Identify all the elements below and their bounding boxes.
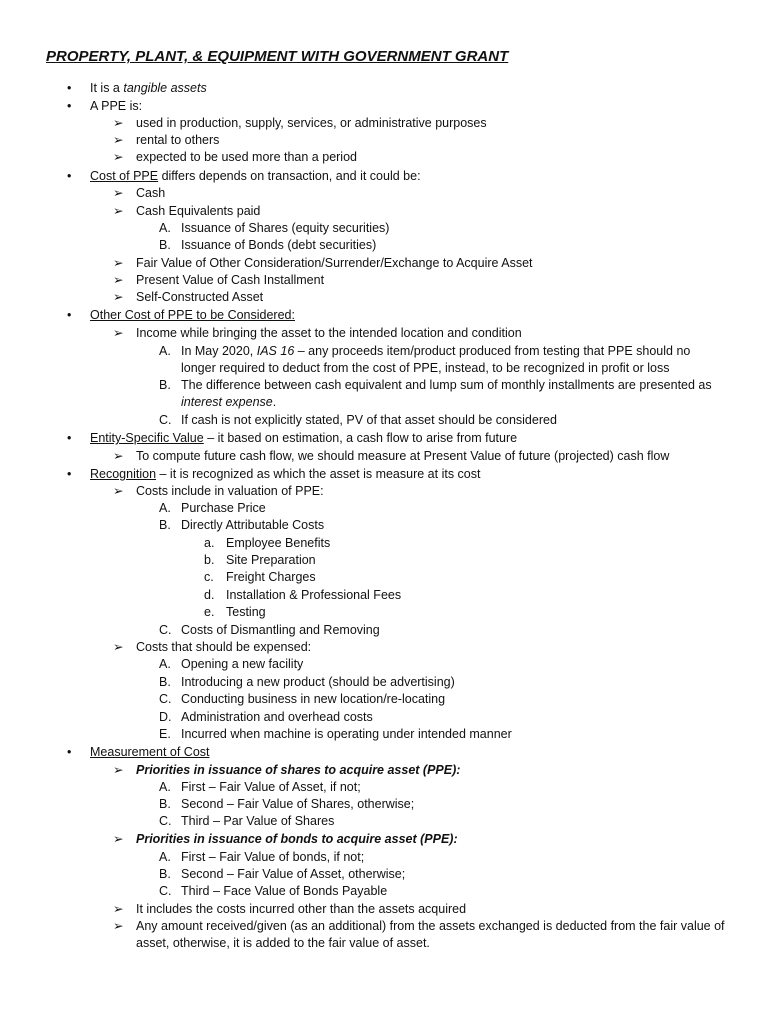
list-letter: d. xyxy=(204,588,215,602)
list-letter: B. xyxy=(159,675,171,689)
list-item: Self-Constructed Asset xyxy=(136,290,264,304)
section-heading: Measurement of Cost xyxy=(90,745,210,759)
list-letter: c. xyxy=(204,570,214,584)
list-item: Issuance of Bonds (debt securities) xyxy=(181,238,377,252)
list-item-interest xyxy=(181,377,729,411)
list-item: Directly Attributable Costs xyxy=(181,518,325,532)
list-item: Freight Charges xyxy=(226,570,316,584)
list-letter: b. xyxy=(204,553,215,567)
bullet-marker: • xyxy=(67,745,72,759)
text: The difference between cash equivalent and lump sum of monthly installments are presented as xyxy=(181,378,712,392)
list-item: Administration and overhead costs xyxy=(181,710,373,724)
tangible-assets-line xyxy=(90,80,207,97)
list-item: Testing xyxy=(226,605,266,619)
list-letter: e. xyxy=(204,605,215,619)
bullet-marker: • xyxy=(67,169,72,183)
arrow-marker: ➢ xyxy=(113,273,124,287)
list-letter: C. xyxy=(159,814,172,828)
list-letter: A. xyxy=(159,344,171,358)
list-item: Income while bringing the asset to the intended location and condition xyxy=(136,326,522,340)
arrow-marker: ➢ xyxy=(113,150,124,164)
list-item: It includes the costs incurred other than the assets acquired xyxy=(136,902,467,916)
text: . xyxy=(272,395,277,409)
list-item: Costs include in valuation of PPE: xyxy=(136,484,324,498)
list-item: Second – Fair Value of Shares, otherwise; xyxy=(181,797,415,811)
arrow-marker: ➢ xyxy=(113,640,124,654)
recognition-line xyxy=(90,466,480,483)
list-item: First – Fair Value of Asset, if not; xyxy=(181,780,361,794)
text: – it based on estimation, a cash flow to arise from future xyxy=(203,431,518,445)
section-heading: Cost of PPE xyxy=(90,169,159,183)
list-letter: B. xyxy=(159,867,171,881)
section-heading: Other Cost of PPE to be Considered: xyxy=(90,308,295,322)
list-letter: B. xyxy=(159,238,171,252)
arrow-marker: ➢ xyxy=(113,186,124,200)
list-item: Costs that should be expensed: xyxy=(136,640,312,654)
list-item: used in production, supply, services, or administrative purposes xyxy=(136,116,487,130)
list-item: Cash Equivalents paid xyxy=(136,204,261,218)
list-letter: C. xyxy=(159,413,172,427)
emphasis: tangible assets xyxy=(123,81,207,95)
arrow-marker: ➢ xyxy=(113,832,124,846)
arrow-marker: ➢ xyxy=(113,902,124,916)
list-item: Priorities in issuance of bonds to acquire asset (PPE): xyxy=(136,832,458,846)
page-title: PROPERTY, PLANT, & EQUIPMENT WITH GOVERNMENT GRANT xyxy=(46,48,509,65)
list-item: Employee Benefits xyxy=(226,536,331,550)
section-heading: Recognition xyxy=(90,467,157,481)
bullet-marker: • xyxy=(67,467,72,481)
bullet-marker: • xyxy=(67,81,72,95)
list-item: Priorities in issuance of shares to acquire asset (PPE): xyxy=(136,763,461,777)
list-letter: A. xyxy=(159,780,171,794)
list-item: Installation & Professional Fees xyxy=(226,588,402,602)
list-item: Introducing a new product (should be advertising) xyxy=(181,675,455,689)
list-letter: C. xyxy=(159,884,172,898)
text: differs depends on transaction, and it could be: xyxy=(158,169,421,183)
list-item: Issuance of Shares (equity securities) xyxy=(181,221,390,235)
list-letter: a. xyxy=(204,536,215,550)
arrow-marker: ➢ xyxy=(113,204,124,218)
arrow-marker: ➢ xyxy=(113,116,124,130)
list-item: Incurred when machine is operating under intended manner xyxy=(181,727,512,741)
list-item: Cash xyxy=(136,186,166,200)
arrow-marker: ➢ xyxy=(113,133,124,147)
section-heading: Entity-Specific Value xyxy=(90,431,204,445)
list-letter: E. xyxy=(159,727,171,741)
emphasis: IAS 16 xyxy=(256,344,295,358)
list-item: To compute future cash flow, we should measure at Present Value of future (projected) cash flow xyxy=(136,449,670,463)
list-item: First – Fair Value of bonds, if not; xyxy=(181,850,365,864)
text: – it is recognized as which the asset is measure at its cost xyxy=(156,467,481,481)
list-letter: B. xyxy=(159,518,171,532)
list-item: Purchase Price xyxy=(181,501,266,515)
list-item-ias16 xyxy=(181,343,721,377)
list-item: Conducting business in new location/re-locating xyxy=(181,692,446,706)
list-item: rental to others xyxy=(136,133,220,147)
entity-specific-line xyxy=(90,430,517,447)
list-item: Third – Par Value of Shares xyxy=(181,814,335,828)
list-item: Second – Fair Value of Asset, otherwise; xyxy=(181,867,406,881)
list-item: Third – Face Value of Bonds Payable xyxy=(181,884,388,898)
list-item: Any amount received/given (as an additional) from the assets exchanged is deducted from the fair value of asset, otherwise, it is added to the fair value of asset. xyxy=(136,919,725,950)
ppe-is-line: A PPE is: xyxy=(90,99,143,113)
list-letter: A. xyxy=(159,850,171,864)
arrow-marker: ➢ xyxy=(113,763,124,777)
list-item: Fair Value of Other Consideration/Surrender/Exchange to Acquire Asset xyxy=(136,256,533,270)
list-letter: C. xyxy=(159,692,172,706)
bullet-marker: • xyxy=(67,431,72,445)
cost-of-ppe-line xyxy=(90,168,421,185)
arrow-marker: ➢ xyxy=(113,326,124,340)
arrow-marker: ➢ xyxy=(113,919,124,933)
emphasis: interest expense xyxy=(181,395,273,409)
list-letter: A. xyxy=(159,221,171,235)
bullet-marker: • xyxy=(67,99,72,113)
list-letter: C. xyxy=(159,623,172,637)
list-item: Costs of Dismantling and Removing xyxy=(181,623,380,637)
list-letter: B. xyxy=(159,378,171,392)
list-letter: A. xyxy=(159,501,171,515)
bullet-marker: • xyxy=(67,308,72,322)
list-item: Present Value of Cash Installment xyxy=(136,273,325,287)
arrow-marker: ➢ xyxy=(113,449,124,463)
list-item: Site Preparation xyxy=(226,553,316,567)
list-item: expected to be used more than a period xyxy=(136,150,357,164)
arrow-marker: ➢ xyxy=(113,484,124,498)
list-letter: D. xyxy=(159,710,172,724)
list-letter: A. xyxy=(159,657,171,671)
arrow-marker: ➢ xyxy=(113,290,124,304)
text: – any proceeds item/product produced from testing that PPE should no longer required to deduct from the cost of PPE, instead, to be recognized in profit or loss xyxy=(181,344,691,375)
list-item: Opening a new facility xyxy=(181,657,304,671)
text: It is a xyxy=(90,81,124,95)
text: In May 2020, xyxy=(181,344,257,358)
list-letter: B. xyxy=(159,797,171,811)
arrow-marker: ➢ xyxy=(113,256,124,270)
list-item: If cash is not explicitly stated, PV of that asset should be considered xyxy=(181,413,557,427)
